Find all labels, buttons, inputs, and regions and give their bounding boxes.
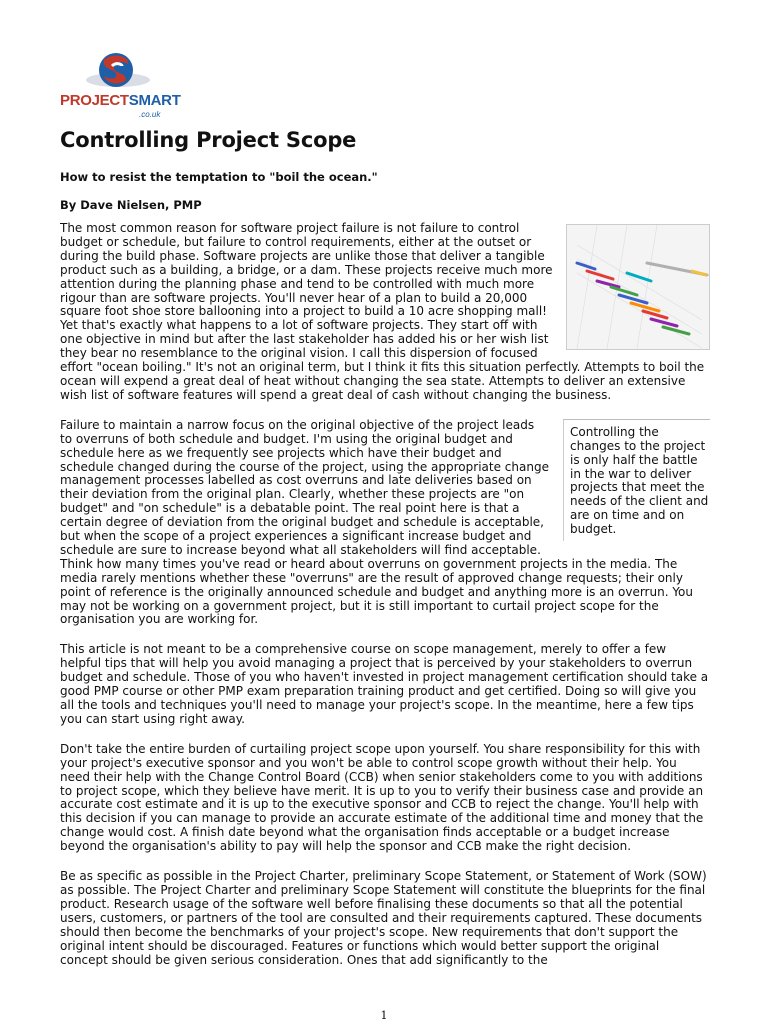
logo-domain: .co.uk	[139, 110, 161, 119]
pull-quote: Controlling the changes to the project is only half the battle in the war to deliver projects that meet the needs of the client and are on time and on budget.	[563, 419, 710, 541]
gantt-chart-image-icon	[567, 225, 709, 349]
body-paragraph	[60, 222, 710, 403]
article-title: Controlling Project Scope	[60, 128, 357, 152]
gantt-chart-photo	[566, 224, 710, 350]
body-paragraph: Don't take the entire burden of curtailing project scope upon yourself. You share responsibility for this with your project's executive sponsor and you won't be able to control scope growth without their help. You need their help with the Change Control Board (CCB) when senior stakeholders come to you with additions to project scope, which they believe have merit. It is up to you to verify their business case and provide an accurate cost estimate and it is up to the executive sponsor and CCB to reject the change. You'll help with this decision if you can manage to provide an accurate estimate of the additional time and money that the change would cost. A finish date beyond what the organisation finds acceptable or a budget increase beyond the organisation's ability to pay will help the sponsor and CCB make the right decision.	[60, 741, 704, 854]
logo-emblem-icon	[60, 50, 180, 95]
paragraph-text: Failure to maintain a narrow focus on the original objective of the project leads to overruns of both schedule and budget. I'm using the original budget and schedule here as we frequently see projects which have their budget and schedule changed during the course of the project, using the appropriate change management processes labelled as cost overruns and late deliveries based on their deviation from the original plan. Clearly, whether these projects are "on budget" and "on schedule" is a debatable point. The real point here is that a certain degree of deviation from the original budget and schedule is acceptable, but when the scope of a project experiences a significant increase budget and schedule are sure to increase beyond what all stakeholders will find acceptable. Think how many times you've read or heard about overruns on government projects in the media. The media rarely mentions whether these "overruns" are the result of approved change requests; their only point of reference is the originally announced schedule and budget and anything more is an overrun. You may not be working on a government project, but it is still important to curtail project scope for the organisation you are working for.	[60, 417, 694, 627]
article-subtitle: How to resist the temptation to "boil the ocean."	[60, 170, 378, 184]
project-smart-logo	[60, 50, 180, 120]
paragraph-text: The most common reason for software project failure is not failure to control budget or schedule, but failure to control requirements, either at the outset or during the build phase. Software projects are unlike those that deliver a tangible product such as a building, a bridge, or a dam. These projects receive much more attention during the planning phase and tend to be controlled with much more rigour than are software projects. You'll never hear of a plan to build a 20,000 square foot shoe store ballooning into a project to build a 10 acre shopping mall! Yet that's exactly what happens to a lot of software projects. They start off with one objective in mind but after the last stakeholder has added his or her wish list they bear no resemblance to the original vision. I call this dispersion of focused effort "ocean boiling." It's not an original term, but I think it fits this situation perfectly. Attempts to boil the ocean will expend a great deal of heat without changing the sea state. Attempts to deliver an extensive wish list of software features will spend a great deal of cash without changing the business.	[60, 221, 705, 402]
logo-wordmark: PROJECTSMART	[60, 92, 181, 109]
article-body	[60, 222, 710, 983]
body-paragraph: This article is not meant to be a comprehensive course on scope management, merely to offer a few helpful tips that will help you avoid managing a project that is perceived by your stakeholders to overrun budget and schedule. Those of you who haven't invested in project management certification should take a good PMP course or other PMP exam preparation training product and get certified. Doing so will give you all the tools and techniques you'll need to manage your project's scope. In the meantime, here a few tips you can start using right away.	[60, 642, 709, 726]
body-paragraph	[60, 419, 710, 628]
article-byline: By Dave Nielsen, PMP	[60, 198, 202, 212]
page-number: 1	[380, 1009, 388, 1022]
body-paragraph: Be as specific as possible in the Project Charter, preliminary Scope Statement, or Statement of Work (SOW) as possible. The Project Charter and preliminary Scope Statement will constitute the blueprints for the final product. Research usage of the software well before finalising these documents so that all the potential users, customers, or partners of the tool are consulted and their requirements captured. These documents should then become the benchmarks of your project's scope. New requirements that don't support the original intent should be discouraged. Features or functions which would better support the original concept should be given serious consideration. Ones that add significantly to the	[60, 869, 707, 967]
